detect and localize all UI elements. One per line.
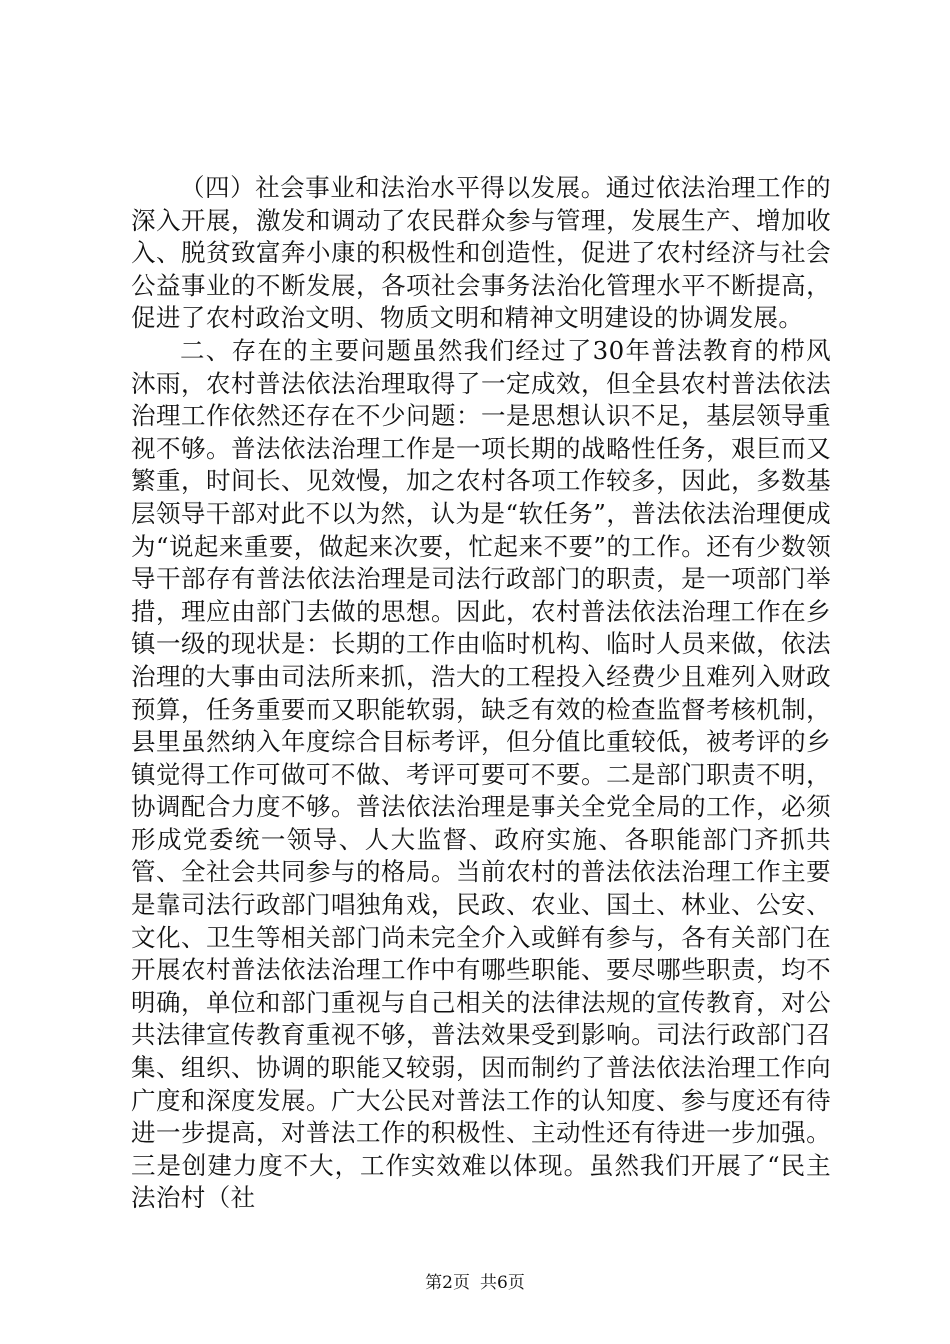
page-number: 第2页 [425,1273,470,1293]
paragraph-section-four: （四）社会事业和法治水平得以发展。通过依法治理工作的深入开展，激发和调动了农民群众参与管理，发展生产、增加收入、脱贫致富奔小康的积极性和创造性，促进了农村经济与社会公益事业的不断发展，各项社会事务法治化管理水平不断提高，促进了农村政治文明、物质文明和精神文明建设的协调发展。 [131,173,831,333]
paragraph-section-two-problems: 二、存在的主要问题虽然我们经过了30年普法教育的栉风沐雨，农村普法依法治理取得了一定成效，但全县农村普法依法治理工作依然还存在不少问题：一是思想认识不足，基层领导重视不够。普法依法治理工作是一项长期的战略性任务，艰巨而又繁重，时间长、见效慢，加之农村各项工作较多，因此，多数基层领导干部对此不以为然，认为是“软任务”，普法依法治理便成为“说起来重要，做起来次要，忙起来不要”的工作。还有少数领导干部存有普法依法治理是司法行政部门的职责，是一项部门举措，理应由部门去做的思想。因此，农村普法依法治理工作在乡镇一级的现状是：长期的工作由临时机构、临时人员来做，依法治理的大事由司法所来抓，浩大的工程投入经费少且难列入财政预算，任务重要而又职能软弱，缺乏有效的检查监督考核机制，县里虽然纳入年度综合目标考评，但分值比重较低，被考评的乡镇觉得工作可做可不做、考评可要可不要。二是部门职责不明，协调配合力度不够。普法依法治理是事关全党全局的工作，必须形成党委统一领导、人大监督、政府实施、各职能部门齐抓共管、全社会共同参与的格局。当前农村的普法依法治理工作主要是靠司法行政部门唱独角戏，民政、农业、国土、林业、公安、文化、卫生等相关部门尚未完全介入或鲜有参与，各有关部门在开展农村普法依法治理工作中有哪些职能、要尽哪些职责，均不明确，单位和部门重视与自己相关的法律法规的宣传教育，对公共法律宣传教育重视不够，普法效果受到影响。司法行政部门召集、组织、协调的职能又较弱，因而制约了普法依法治理工作向广度和深度发展。广大公民对普法工作的认知度、参与度还有待进一步提高，对普法工作的积极性、主动性还有待进一步加强。三是创建力度不大，工作实效难以体现。虽然我们开展了“民主法治村（社 [131,335,831,1213]
page-total: 共6页 [480,1273,525,1293]
document-body [131,172,831,1215]
page-footer [0,1272,950,1294]
